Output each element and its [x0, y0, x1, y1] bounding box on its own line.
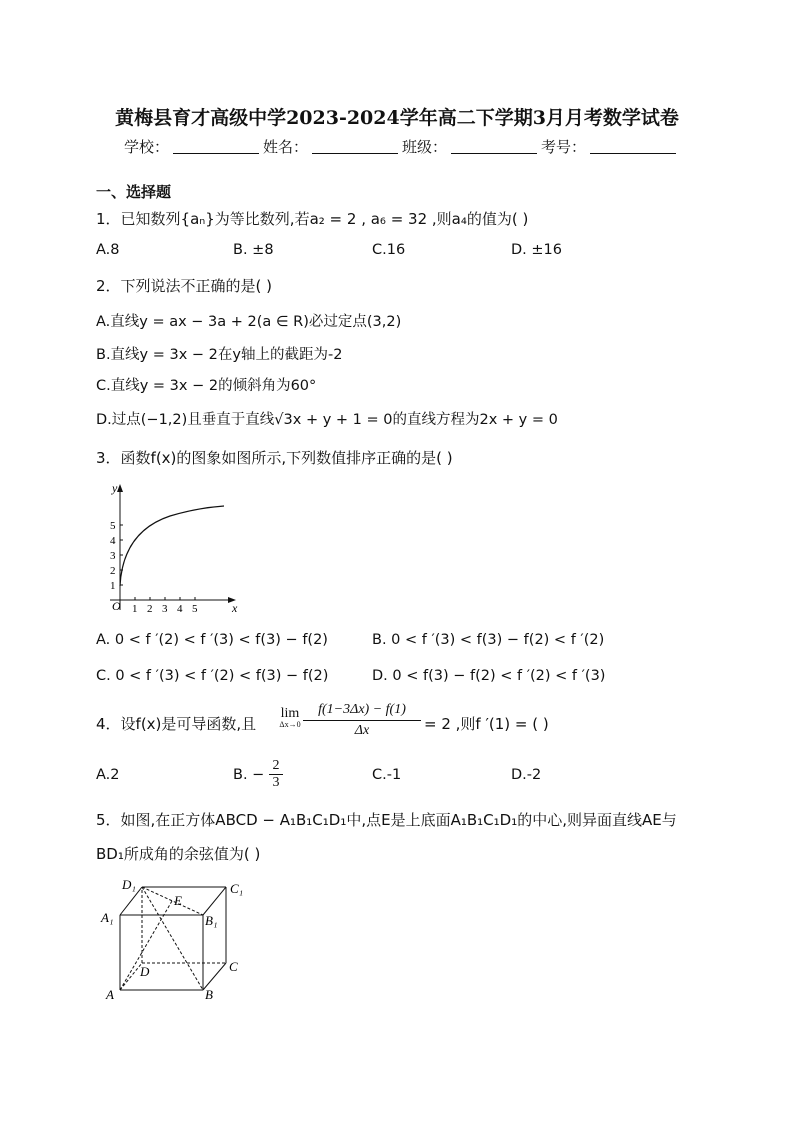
- option-b-prefix: B. −: [233, 766, 265, 783]
- fraction-denominator: Δx: [354, 723, 370, 738]
- y-axis-arrow: [117, 484, 123, 492]
- x-tick-label: 4: [177, 603, 183, 615]
- y-tick-label: 2: [110, 565, 116, 577]
- y-tick-label: 3: [110, 550, 116, 562]
- section-heading: 一、选择题: [96, 183, 172, 201]
- question-4-suffix: = 2 ,则f ′(1) = ( ): [424, 715, 549, 733]
- question-4-option-c[interactable]: C.-1: [372, 767, 402, 783]
- question-5-line-2: BD₁所成角的余弦值为( ): [96, 845, 261, 863]
- edge-b1c1: [203, 887, 226, 915]
- school-blank[interactable]: [173, 139, 259, 154]
- function-graph: [100, 478, 240, 618]
- question-4-prefix: 4．设f(x)是可导函数,且: [96, 715, 257, 733]
- function-curve: [120, 506, 224, 586]
- label-a1: A₁: [101, 910, 114, 925]
- class-label: 班级：: [402, 138, 448, 156]
- question-3-option-d[interactable]: D. 0 < f(3) − f(2) < f ′(2) < f ′(3): [372, 668, 606, 684]
- question-1-option-b[interactable]: B. ±8: [233, 242, 274, 258]
- y-tick-label: 5: [110, 520, 116, 532]
- question-2-option-b[interactable]: B.直线y = 3x − 2在y轴上的截距为-2: [96, 347, 343, 363]
- question-2-option-c[interactable]: C.直线y = 3x − 2的倾斜角为60°: [96, 378, 317, 394]
- question-3-option-b[interactable]: B. 0 < f ′(3) < f(3) − f(2) < f ′(2): [372, 632, 605, 648]
- question-1-option-d[interactable]: D. ±16: [511, 242, 562, 258]
- question-3-option-a[interactable]: A. 0 < f ′(2) < f ′(3) < f(3) − f(2): [96, 632, 328, 648]
- student-info-line: [124, 136, 680, 157]
- question-4-option-a[interactable]: A.2: [96, 767, 120, 783]
- school-label: 学校：: [124, 138, 170, 156]
- edge-bc: [203, 963, 226, 990]
- label-b1: B₁: [205, 913, 218, 928]
- fraction-numerator: f(1−3Δx) − f(1): [303, 702, 421, 721]
- cube-diagram: [98, 875, 258, 1005]
- limit-fraction: [303, 702, 421, 739]
- question-1-option-a[interactable]: A.8: [96, 242, 120, 258]
- edge-ad: [120, 963, 142, 990]
- limit-word: lim: [280, 706, 300, 721]
- x-axis-label: x: [232, 601, 238, 615]
- label-c: C: [229, 959, 238, 974]
- number-label: 考号：: [541, 138, 587, 156]
- limit-operator: [276, 706, 304, 729]
- option-b-fraction: [269, 758, 283, 791]
- x-tick-label: 5: [192, 603, 198, 615]
- limit-subscript: Δx→0: [279, 720, 301, 729]
- question-2-stem: 2．下列说法不正确的是( ): [96, 277, 273, 295]
- option-b-numerator: 2: [269, 758, 283, 775]
- number-blank[interactable]: [590, 139, 676, 154]
- question-2-option-a[interactable]: A.直线y = ax − 3a + 2(a ∈ R)必过定点(3,2): [96, 314, 402, 330]
- exam-title: 黄梅县育才高级中学2023-2024学年高二下学期3月月考数学试卷: [115, 107, 679, 129]
- question-3-stem: 3．函数f(x)的图象如图所示,下列数值排序正确的是( ): [96, 449, 453, 467]
- x-tick-label: 2: [147, 603, 153, 615]
- question-4-option-b[interactable]: [233, 758, 283, 791]
- origin-label: O: [112, 599, 121, 613]
- name-blank[interactable]: [312, 139, 398, 154]
- label-d: D: [140, 964, 150, 979]
- y-axis-label: y: [112, 481, 118, 495]
- y-tick-label: 1: [110, 580, 116, 592]
- question-4-option-d[interactable]: D.-2: [511, 767, 542, 783]
- x-tick-label: 1: [132, 603, 138, 615]
- name-label: 姓名：: [263, 138, 309, 156]
- question-1-stem: 1．已知数列{aₙ}为等比数列,若a₂ = 2 , a₆ = 32 ,则a₄的值为( ): [96, 210, 529, 228]
- class-blank[interactable]: [451, 139, 537, 154]
- label-d1: D₁: [122, 877, 136, 892]
- option-b-denominator: 3: [272, 775, 280, 790]
- question-2-option-d[interactable]: D.过点(−1,2)且垂直于直线√3x + y + 1 = 0的直线方程为2x + y = 0: [96, 412, 558, 428]
- diagonal-bd1: [142, 887, 203, 990]
- y-ticks: [110, 520, 123, 592]
- diagonal-d1b1: [142, 887, 203, 915]
- label-b: B: [205, 987, 213, 1002]
- label-e: E: [174, 893, 182, 908]
- question-1-option-c[interactable]: C.16: [372, 242, 406, 258]
- label-c1: C₁: [230, 881, 244, 896]
- question-4-stem: [96, 713, 256, 734]
- question-5-line-1: 5．如图,在正方体ABCD − A₁B₁C₁D₁中,点E是上底面A₁B₁C₁D₁的中心,则异面直线AE与: [96, 811, 677, 829]
- label-a: A: [106, 987, 114, 1002]
- y-tick-label: 4: [110, 535, 116, 547]
- x-tick-label: 3: [162, 603, 168, 615]
- question-3-option-c[interactable]: C. 0 < f ′(3) < f ′(2) < f(3) − f(2): [96, 668, 329, 684]
